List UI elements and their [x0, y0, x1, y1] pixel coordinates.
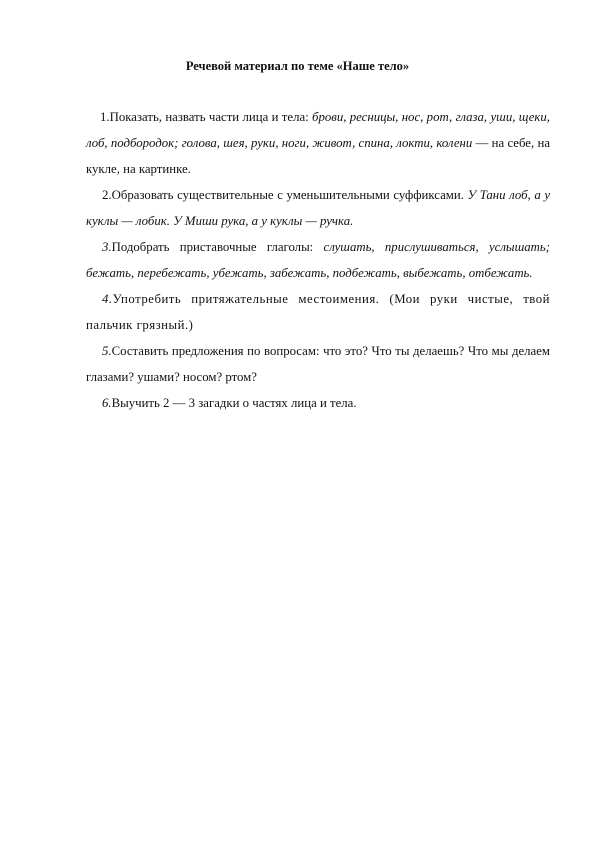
document-title: Речевой материал по теме «Наше тело» — [185, 59, 410, 73]
list-item-4 — [86, 286, 550, 338]
item-number: 4. — [102, 292, 113, 306]
item-text: Составить предложения по вопросам: что это? Что ты делаешь? Что мы делаем глазами? ушами? носом? ртом? — [86, 344, 550, 384]
item-lead-text: Показать, назвать части лица и тела: — [109, 110, 313, 124]
document-body — [86, 104, 550, 416]
item-number: 1. — [100, 110, 110, 124]
item-lead-text: Подобрать приставочные глаголы: — [111, 240, 324, 254]
item-tail-text: — на себе, на кукле, на картинке. — [86, 136, 551, 176]
list-item-5 — [86, 338, 550, 390]
list-item-6 — [86, 390, 550, 416]
item-lead-text: Образовать существительные с уменьшительными суффиксами. — [111, 188, 464, 202]
item-number: 6. — [102, 396, 112, 410]
item-number: 5. — [102, 344, 112, 358]
item-italic-text: брови, ресницы, нос, рот, глаза, уши, щеки, лоб, подбородок; голова, шея, руки, ноги, живот, спина, локти, колени — [86, 110, 550, 150]
item-number: 2. — [102, 188, 112, 202]
item-number: 3. — [102, 240, 112, 254]
list-item-3 — [86, 234, 550, 286]
item-italic-text: У Тани лоб, а у куклы — лобик. У Миши рука, а у куклы — ручка. — [86, 188, 551, 228]
list-item-2 — [86, 182, 550, 234]
list-item-1 — [86, 104, 550, 182]
item-text: Выучить 2 — 3 загадки о частях лица и тела. — [111, 396, 357, 410]
item-italic-text: слушать, прислушиваться, услышать; бежать, перебежать, убежать, забежать, подбежать, выбежать, отбежать. — [86, 240, 550, 280]
item-text: Употребить притяжательные местоимения. (Мои руки чистые, твой пальчик грязный.) — [86, 292, 550, 332]
